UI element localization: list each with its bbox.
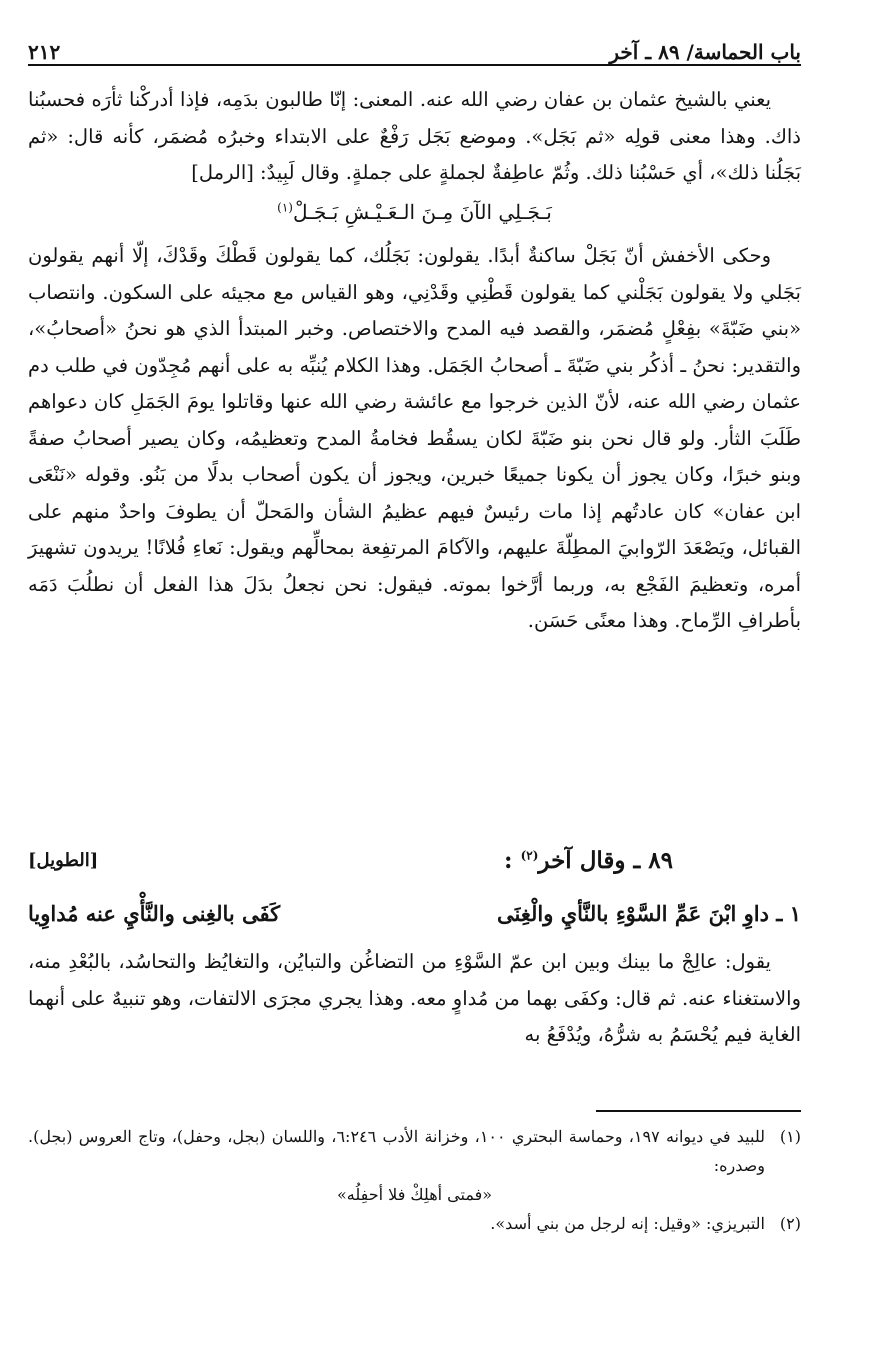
section-title-wrap (504, 847, 673, 874)
chapter-heading: باب الحماسة/ ٨٩ ـ آخر (609, 40, 801, 64)
main-text (28, 82, 801, 640)
footnote-2-text: التبريزي: «وقيل: إنه لرجل من بني أسد». (490, 1214, 765, 1233)
running-head (28, 26, 801, 68)
footnote-2-number: (٢) (779, 1214, 801, 1233)
quoted-verse-text: بَـجَـلِي الآنَ مِـنَ الـعَـيْـشِ بَـجَـلْ (292, 199, 552, 224)
footnote-2 (28, 1209, 801, 1238)
second-hemistich: كَفَى بالغِنى والنَّأْيِ عنه مُداوِيا (28, 900, 281, 926)
footnote-1-text: للبيد في ديوانه ١٩٧، وحماسة البحتري ١٠٠، وخزانة الأدب ٦:٢٤٦، واللسان (بجل، وحفل)، وتاج العروس (بجل). وصدره: (28, 1127, 765, 1175)
footnote-1-number: (١) (779, 1127, 801, 1146)
footnote-1 (28, 1122, 801, 1180)
footnote-ref-1: (١) (277, 199, 293, 214)
poem-verse-1 (28, 893, 801, 933)
commentary-text: يقول: عالِجْ ما بينك وبين ابن عمّ السَّوْءِ من التضاغُن والتبايُن، والتغايُظ والتحاسُد، بالبُعْدِ منه، والاستغناء عنه. ثم قال: وكفَى بهما من مُداوٍ معه. وهذا يجري مجرَى الالتفات، وهو تنبيهٌ على أنهما الغاية فيم يُحْسَمُ به شرُّهُ، ويُدْفَعُ به (28, 950, 801, 1046)
header-rule (28, 64, 801, 66)
paragraph-1: يعني بالشيخ عثمان بن عفان رضي الله عنه. المعنى: إنّا طالبون بدَمِه، فإذا أدركْنا ثأرَه فحسبُنا ذاك. وهذا معنى قولِه «ثم بَجَل». وموضع بَجَل رَفْعٌ على الابتداء وخبرُه مُضمَر، كأنه قال: «ثم بَجَلُنا ذلك»، أي حَسْبُنا ذلك. وثُمّ عاطِفةٌ لجملةٍ على جملةٍ. وقال لَبِيدٌ: [الرمل] (28, 88, 801, 184)
footnote-rule (596, 1110, 801, 1112)
footnotes (28, 1122, 801, 1238)
section-header (28, 840, 801, 880)
quoted-verse (28, 194, 801, 231)
meter-label: [الطويل] (28, 849, 99, 871)
footnote-1-verse: «فمتى أهلِكْ فلا أحفِلُه» (336, 1185, 493, 1204)
page-number: ٢١٢ (28, 40, 61, 64)
footnote-ref-2: (٢) (520, 847, 539, 862)
section-title: ٨٩ ـ وقال آخر (538, 846, 673, 874)
paragraph-2: وحكى الأخفش أنّ بَجَلْ ساكنةٌ أبدًا. يقولون: بَجَلُك، كما يقولون قَطْكَ وقَدْكَ، إلّا أنهم يقولون بَجَلي ولا يقولون بَجَلْني كما يقولون قَطْنِي وقَدْنِي، وهو القياس مع مجيئه على السكون. وانتصاب «بني ضَبّةَ» بفِعْلٍ مُضمَر، والقصد فيه المدح والاختصاص. وخبر المبتدأ الذي هو نحنُ «أصحابُ»، والتقدير: نحنُ ـ أذكُر بني ضَبّةَ ـ أصحابُ الجَمَل. وهذا الكلام يُنبِّه به على أنهم مُجِدّون في طلب دم عثمان رضي الله عنه، لأنّ الذين خرجوا مع عائشة رضي الله عنها وقاتلوا يومَ الجَمَلِ كان دعواهم طَلَبَ الثأر. ولو قال نحن بنو ضَبّةَ لكان يسقُط فخامةُ المدح وتعظيمُه، وكان يصير أصحابُ صفةً وبنو خبرًا، وكان يجوز أن يكونا جميعًا خبرين، ويجوز أن يكون أصحاب بدلًا من بَنُو. وقوله «نَنْعَى ابن عفان» كان عادتُهم إذا مات رئيسٌ فيهم عظيمُ الشأن والمَحلّ أن يطوفَ واحدٌ منهم على القبائل، ويَصْعَدَ الرّوابيَ المطِلّةَ عليهم، والآكامَ المرتفِعة بمحالِّهم ويقول: نَعاءِ فُلانًا! يريدون تشهيرَ أمره، وتعظيمَ الفَجْع به، وربما أرَّخوا بموته. فيقول: نحن نجعلُ بدَلَ هذا الفعل أن نطلُبَ دَمَه بأطرافِ الرِّماح. وهذا معنًى حَسَن. (28, 244, 801, 632)
commentary (28, 944, 801, 1054)
section-colon: : (504, 846, 513, 874)
first-hemistich: ١ ـ داوِ ابْنَ عَمِّ السَّوْءِ بالنَّأيِ والْغِنَى (497, 900, 801, 926)
